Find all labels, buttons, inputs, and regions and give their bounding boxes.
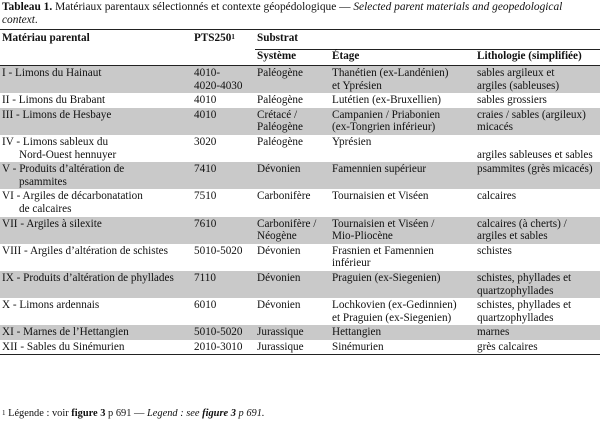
cell-etage: Tournaisien et Viséen xyxy=(332,190,429,203)
footnote-figure-ref: figure 3 xyxy=(71,408,106,419)
table-caption xyxy=(2,1,596,27)
cell-systeme: Paléogène xyxy=(255,66,330,94)
cell-lithologie: argiles sableuses et sables xyxy=(477,148,593,161)
cell-etage: Hettangien xyxy=(330,325,475,340)
cell-etage: Praguien (ex-Siegenien) xyxy=(330,271,475,298)
caption-end: . xyxy=(34,14,38,26)
cell-material: VIII - Argiles d’altération de schistes xyxy=(2,244,169,257)
cell-lithologie: marnes xyxy=(475,325,600,340)
cell-systeme: Dévonien xyxy=(257,299,301,312)
cell-lithologie: craies / sables (argileux) micacés xyxy=(475,108,600,135)
header-pts-superscript: 1 xyxy=(231,33,235,41)
cell-systeme: Jurassique xyxy=(255,325,330,340)
cell-etage: Campanien / Priabonien (ex-Tongrien inférieur) xyxy=(330,108,475,135)
cell-pts: 5010-5020 xyxy=(192,325,255,340)
cell-lithologie: sables grossiers xyxy=(477,94,547,107)
cell-pts: 4010 xyxy=(192,108,255,135)
cell-material: III - Limons de Hesbaye xyxy=(0,108,192,135)
table-row xyxy=(0,93,600,108)
footnote-figure-ref-en: figure 3 xyxy=(202,408,236,419)
cell-etage: Lochkovien (ex-Gedinnien) et Praguien (ex-Siegenien) xyxy=(332,299,457,324)
cell-etage: Frasnien et Famennien inférieur xyxy=(332,244,434,270)
cell-systeme: Paléogène xyxy=(257,135,303,148)
cell-systeme: Carbonifère / Néogène xyxy=(255,217,330,244)
cell-material: IV - Limons sableux du Nord-Ouest hennuyer xyxy=(2,135,117,161)
footnote-superscript: 1 xyxy=(2,409,6,417)
cell-etage: Thanétien (ex-Landénien) et Yprésien xyxy=(330,66,475,94)
table-row xyxy=(0,298,600,325)
caption-text-en: Selected parent materials and geopedological context xyxy=(2,1,563,26)
table-row xyxy=(0,189,600,216)
cell-systeme: Paléogène xyxy=(257,94,303,107)
table-row xyxy=(0,271,600,298)
table-row xyxy=(0,108,600,135)
header-systeme: Système xyxy=(255,50,330,66)
caption-label: Tableau 1. xyxy=(2,1,53,13)
cell-systeme: Dévonien xyxy=(255,271,330,298)
cell-lithologie: psammites (grès micacés) xyxy=(475,162,600,189)
cell-material: XI - Marnes de l’Hettangien xyxy=(0,325,192,340)
table-row xyxy=(0,162,600,189)
header-row-1 xyxy=(0,30,600,50)
cell-systeme: Dévonien xyxy=(257,244,301,257)
table-row xyxy=(0,325,600,340)
cell-etage: Yprésien xyxy=(332,135,372,148)
table-row xyxy=(0,135,600,162)
cell-pts: 7510 xyxy=(194,190,217,203)
cell-etage: Sinémurien xyxy=(330,340,475,355)
parent-materials-table xyxy=(0,29,600,355)
cell-lithologie: calcaires xyxy=(477,190,517,203)
table-row xyxy=(0,66,600,94)
header-row-2 xyxy=(0,50,600,66)
header-pts: $PTS250^1$ xyxy=(192,30,255,50)
cell-pts: 7410 xyxy=(192,162,255,189)
header-material: Matériau parental xyxy=(0,30,192,50)
cell-etage: Famennien supérieur xyxy=(330,162,475,189)
cell-pts: 4010- 4020-4030 xyxy=(192,66,255,94)
caption-text-fr: Matériaux parentaux sélectionnés et contexte géopédologique — xyxy=(52,1,354,13)
table-footnote: $^1$ Légende : voir figure 3 p 691 — Legend : see figure 3 p 691. xyxy=(2,408,265,419)
cell-systeme: Dévonien xyxy=(255,162,330,189)
cell-pts: 2010-3010 xyxy=(192,340,255,355)
cell-material: II - Limons du Brabant xyxy=(2,94,106,107)
cell-lithologie: schistes, phyllades et quartzophyllades xyxy=(475,271,600,298)
table-row xyxy=(0,217,600,244)
cell-systeme: Crétacé / Paléogène xyxy=(255,108,330,135)
cell-lithologie: schistes, phyllades et quartzophyllades xyxy=(477,299,572,324)
cell-etage: Lutétien (ex-Bruxellien) xyxy=(332,94,442,107)
cell-material: VII - Argiles à silexite xyxy=(0,217,192,244)
cell-pts: 6010 xyxy=(194,299,217,312)
header-substrat: Substrat xyxy=(255,30,600,50)
table-row xyxy=(0,244,600,271)
cell-pts: 7610 xyxy=(192,217,255,244)
header-etage: Étage xyxy=(330,50,475,66)
cell-material: V - Produits d’altération de psammites xyxy=(0,162,192,189)
cell-material: XII - Sables du Sinémurien xyxy=(0,340,192,355)
cell-material: X - Limons ardennais xyxy=(2,299,100,312)
table-row xyxy=(0,340,600,355)
cell-lithologie: schistes xyxy=(477,244,512,257)
cell-lithologie: grès calcaires xyxy=(475,340,600,355)
cell-systeme: Carbonifère xyxy=(257,190,311,203)
cell-material: IX - Produits d’altération de phyllades xyxy=(0,271,192,298)
header-lithologie: Lithologie (simplifiée) xyxy=(475,50,600,66)
cell-pts: 3020 xyxy=(194,135,217,148)
cell-material: I - Limons du Hainaut xyxy=(0,66,192,94)
footnote-legend-en: Legend xyxy=(147,408,178,419)
cell-lithologie: calcaires (à cherts) / argiles et sables xyxy=(475,217,600,244)
cell-pts: 4010 xyxy=(194,94,217,107)
cell-systeme: Jurassique xyxy=(255,340,330,355)
cell-pts: 5010-5020 xyxy=(194,244,243,257)
cell-pts: 7110 xyxy=(192,271,255,298)
cell-lithologie: sables argileux et argiles (sableuses) xyxy=(475,66,600,94)
cell-material: VI - Argiles de décarbonatation de calcaires xyxy=(2,190,143,215)
cell-etage: Tournaisien et Viséen / Mio-Pliocène xyxy=(330,217,475,244)
